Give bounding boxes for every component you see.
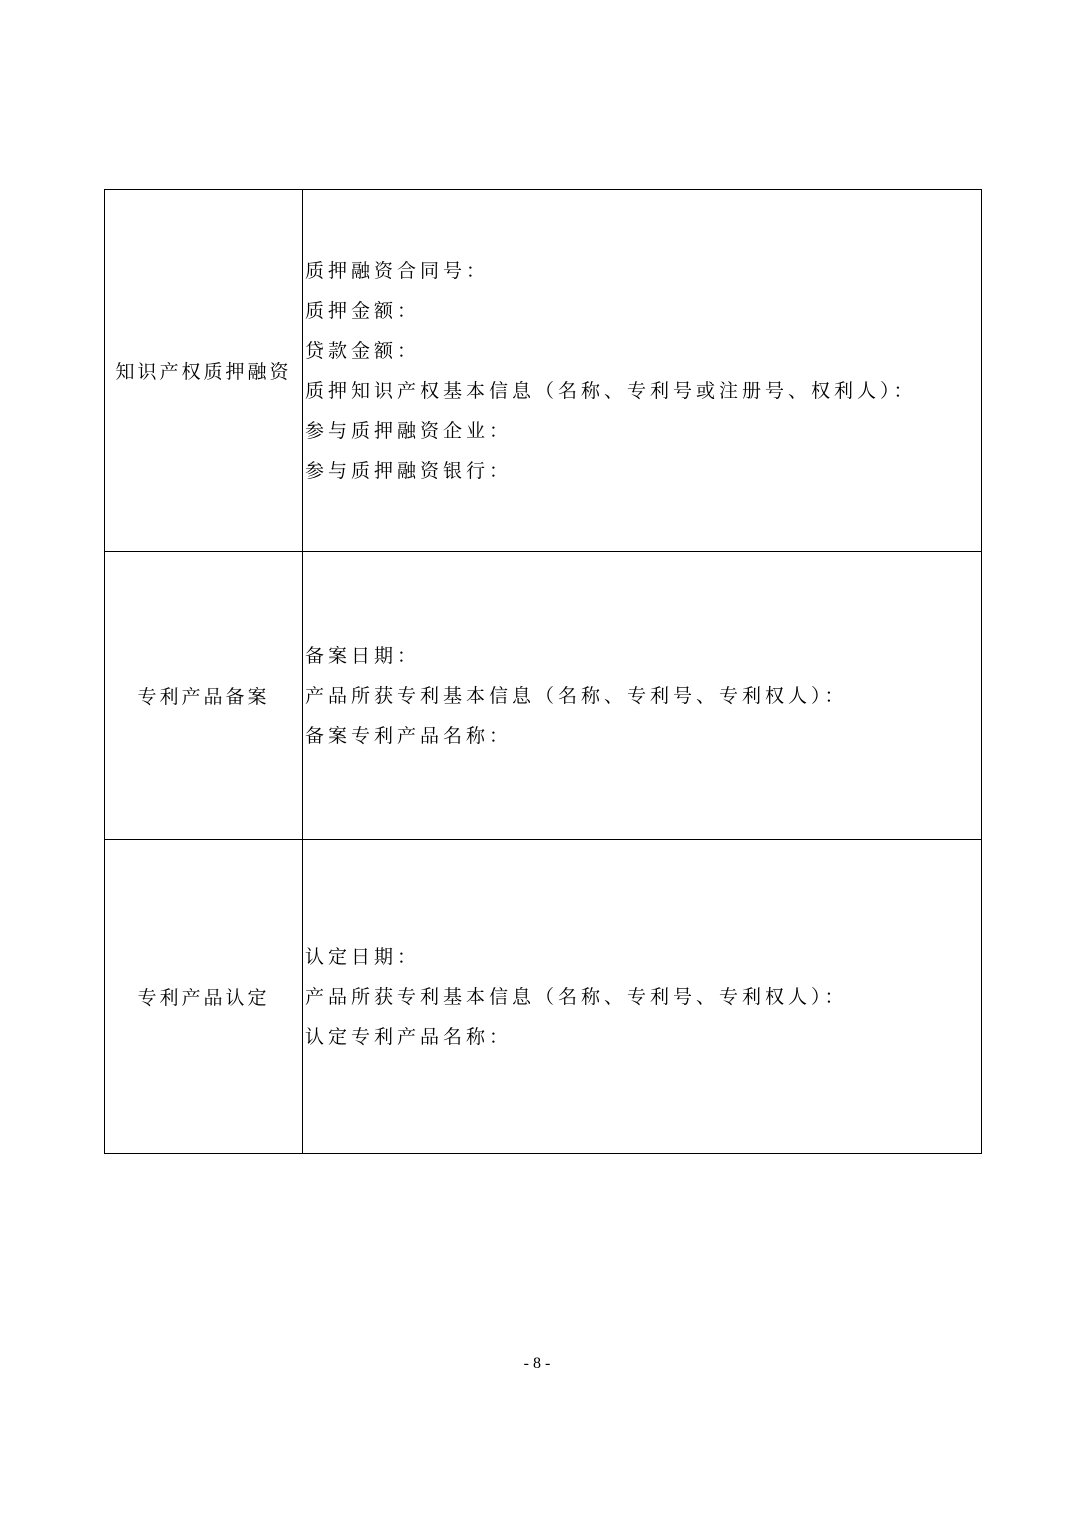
- row-label-ip-pledge-financing: 知识产权质押融资: [105, 190, 303, 552]
- field-certification-date: 认定日期：: [305, 945, 421, 968]
- field-participating-bank: 参与质押融资银行：: [305, 459, 513, 482]
- row-label-patent-product-certification: 专利产品认定: [105, 840, 303, 1154]
- field-filing-patent-info: 产品所获专利基本信息（名称、专利号、专利权人）：: [305, 684, 848, 707]
- field-pledged-ip-info: 质押知识产权基本信息（名称、专利号或注册号、权利人）：: [305, 379, 917, 402]
- field-certification-patent-info: 产品所获专利基本信息（名称、专利号、专利权人）：: [305, 985, 848, 1008]
- field-loan-amount: 贷款金额：: [305, 339, 421, 362]
- field-filing-date: 备案日期：: [305, 644, 421, 667]
- info-form-table: [104, 189, 982, 1154]
- table-row-patent-product-filing: [105, 552, 982, 840]
- table-row-patent-product-certification: [105, 840, 982, 1154]
- table-row-ip-pledge-financing: [105, 190, 982, 552]
- row-label-patent-product-filing: 专利产品备案: [105, 552, 303, 840]
- field-pledge-contract-number: 质押融资合同号：: [305, 259, 490, 282]
- page-number: - 8 -: [523, 1355, 551, 1372]
- row-content-patent-product-filing: [303, 552, 982, 840]
- field-participating-enterprise: 参与质押融资企业：: [305, 419, 513, 442]
- field-certified-product-name: 认定专利产品名称：: [305, 1025, 513, 1048]
- row-content-ip-pledge-financing: [303, 190, 982, 552]
- field-pledge-amount: 质押金额：: [305, 299, 421, 322]
- row-content-patent-product-certification: [303, 840, 982, 1154]
- field-filing-product-name: 备案专利产品名称：: [305, 724, 513, 747]
